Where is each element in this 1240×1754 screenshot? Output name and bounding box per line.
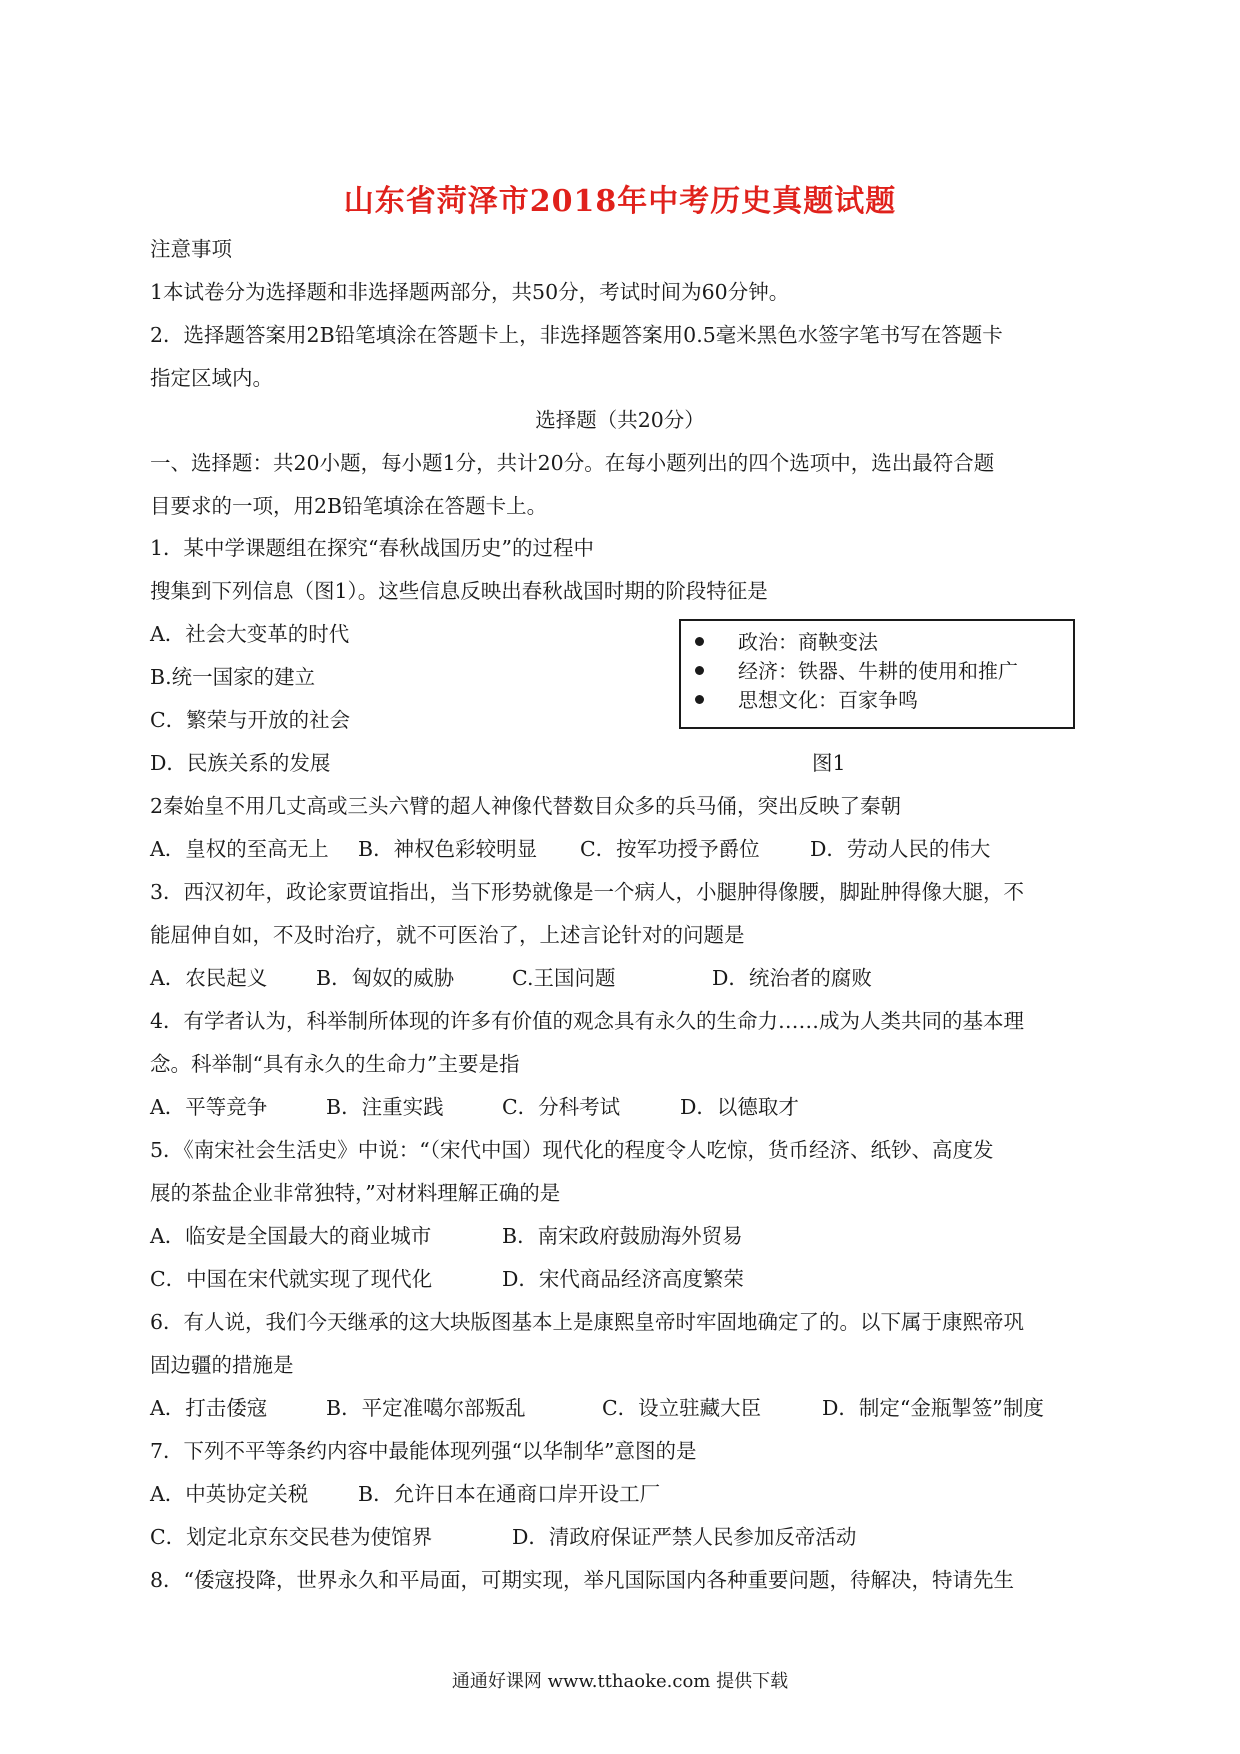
question-2-option-d: D．劳动人民的伟大 — [810, 837, 991, 861]
question-4-option-a: A．平等竞争 — [150, 1095, 268, 1119]
question-5-stem-line-1: 5．《南宋社会生活史》中说：“（宋代中国）现代化的程度令人吃惊，货币经济、纸钞、高度发 — [150, 1138, 994, 1162]
question-8-stem: 8．“倭寇投降，世界永久和平局面，可期实现，举凡国际国内各种重要问题，待解决，特请先生 — [150, 1568, 1015, 1592]
question-1-option-c: C．繁荣与开放的社会 — [150, 708, 351, 732]
question-6-stem-line-2: 固边疆的措施是 — [150, 1353, 294, 1377]
question-2-stem: 2秦始皇不用几丈高或三头六臂的超人神像代替数目众多的兵马俑，突出反映了秦朝 — [150, 794, 902, 818]
question-5-option-c: C．中国在宋代就实现了现代化 — [150, 1267, 433, 1291]
figure-1-box — [679, 619, 1075, 729]
notice-item-1: 1本试卷分为选择题和非选择题两部分，共50分，考试时间为60分钟。 — [150, 280, 790, 304]
question-2-option-c: C．按军功授予爵位 — [580, 837, 760, 861]
bullet-icon — [695, 637, 704, 646]
question-7-option-b: B．允许日本在通商口岸开设工厂 — [358, 1482, 661, 1506]
question-5-stem-line-2: 展的茶盐企业非常独特，”对材料理解正确的是 — [150, 1181, 561, 1205]
question-1-option-d: D．民族关系的发展 — [150, 751, 331, 775]
question-4-option-b: B．注重实践 — [326, 1095, 444, 1119]
question-1-option-b: B.统一国家的建立 — [150, 665, 316, 689]
question-7-option-c: C．划定北京东交民巷为使馆界 — [150, 1525, 433, 1549]
bullet-icon — [695, 695, 704, 704]
question-2-option-a: A．皇权的至高无上 — [150, 837, 329, 861]
question-5-option-d: D．宋代商品经济高度繁荣 — [502, 1267, 744, 1291]
notice-item-2-line-2: 指定区域内。 — [150, 366, 273, 390]
question-1-stem-line-2: 搜集到下列信息（图1）。这些信息反映出春秋战国时期的阶段特征是 — [150, 579, 768, 603]
section-title: 选择题（共20分） — [535, 408, 705, 432]
question-3-option-b: B．匈奴的威胁 — [316, 966, 455, 990]
question-2-option-b: B．神权色彩较明显 — [358, 837, 538, 861]
question-4-option-c: C．分科考试 — [502, 1095, 621, 1119]
figure-1-caption: 图1 — [812, 751, 846, 775]
question-4-stem-line-1: 4．有学者认为，科举制所体现的许多有价值的观念具有永久的生命力……成为人类共同的基本理 — [150, 1009, 1025, 1033]
page-title: 山东省菏泽市2018年中考历史真题试题 — [343, 184, 897, 219]
figure-1-item: 思想文化：百家争鸣 — [695, 687, 918, 713]
question-3-stem-line-2: 能屈伸自如，不及时治疗，就不可医治了，上述言论针对的问题是 — [150, 923, 745, 947]
question-7-stem: 7．下列不平等条约内容中最能体现列强“以华制华”意图的是 — [150, 1439, 697, 1463]
question-4-option-d: D．以德取才 — [680, 1095, 799, 1119]
question-1-stem-line-1: 1．某中学课题组在探究“春秋战国历史”的过程中 — [150, 536, 595, 560]
question-7-option-d: D．清政府保证严禁人民参加反帝活动 — [512, 1525, 857, 1549]
figure-1-item: 经济：铁器、牛耕的使用和推广 — [695, 658, 1018, 684]
question-4-stem-line-2: 念。科举制“具有永久的生命力”主要是指 — [150, 1052, 520, 1076]
section-intro-line-1: 一、选择题：共20小题，每小题1分，共计20分。在每小题列出的四个选项中，选出最符合题 — [150, 451, 995, 475]
notice-item-2-line-1: 2．选择题答案用2B铅笔填涂在答题卡上，非选择题答案用0.5毫米黑色水签字笔书写在答题卡 — [150, 323, 1003, 347]
question-3-stem-line-1: 3．西汉初年，政论家贾谊指出，当下形势就像是一个病人，小腿肿得像腰，脚趾肿得像大腿，不 — [150, 880, 1025, 904]
question-3-option-c: C.王国问题 — [512, 966, 616, 990]
question-5-option-a: A．临安是全国最大的商业城市 — [150, 1224, 432, 1248]
question-6-option-a: A．打击倭寇 — [150, 1396, 268, 1420]
page-footer: 通通好课网 www.tthaoke.com 提供下载 — [451, 1671, 789, 1692]
question-6-option-b: B．平定准噶尔部叛乱 — [326, 1396, 526, 1420]
question-6-option-d: D．制定“金瓶掣签”制度 — [822, 1396, 1044, 1420]
question-5-option-b: B．南宋政府鼓励海外贸易 — [502, 1224, 743, 1248]
bullet-icon — [695, 666, 704, 675]
question-1-option-a: A．社会大变革的时代 — [150, 622, 350, 646]
question-6-option-c: C．设立驻藏大臣 — [602, 1396, 762, 1420]
question-3-option-d: D．统治者的腐败 — [712, 966, 872, 990]
notice-heading: 注意事项 — [150, 237, 232, 261]
section-intro-line-2: 目要求的一项，用2B铅笔填涂在答题卡上。 — [150, 494, 548, 518]
question-3-option-a: A．农民起义 — [150, 966, 268, 990]
question-7-option-a: A．中英协定关税 — [150, 1482, 309, 1506]
question-6-stem-line-1: 6．有人说，我们今天继承的这大块版图基本上是康熙皇帝时牢固地确定了的。以下属于康熙帝巩 — [150, 1310, 1025, 1334]
figure-1-item: 政治：商鞅变法 — [695, 629, 878, 655]
